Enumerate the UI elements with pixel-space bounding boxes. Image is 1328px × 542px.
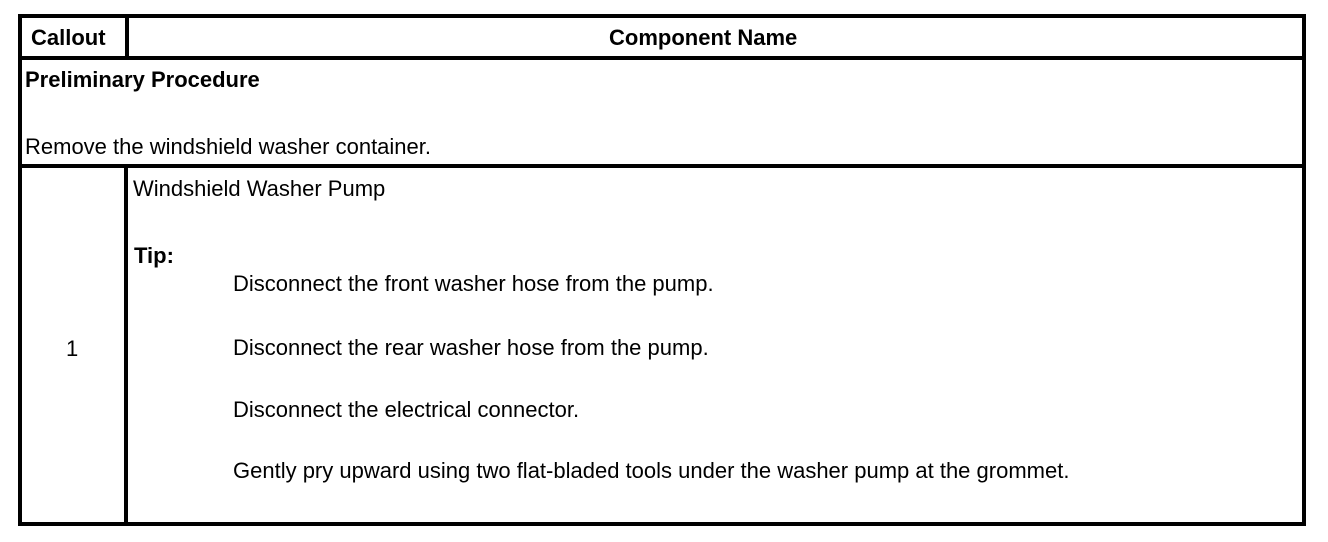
- tip-step: Gently pry upward using two flat-bladed tools under the washer pump at the grommet.: [233, 458, 1070, 483]
- tip-step: Disconnect the rear washer hose from the pump.: [233, 335, 709, 360]
- tip-label: Tip:: [134, 243, 174, 268]
- preliminary-divider: [18, 164, 1306, 168]
- header-divider: [18, 56, 1306, 60]
- component-name: Windshield Washer Pump: [133, 176, 386, 201]
- header-callout: Callout: [31, 25, 106, 50]
- tip-step: Disconnect the electrical connector.: [233, 397, 580, 422]
- header-column-divider: [125, 14, 129, 59]
- row-column-divider: [124, 164, 128, 526]
- header-component-name: Component Name: [609, 25, 798, 50]
- tip-step: Disconnect the front washer hose from the pump.: [233, 271, 714, 296]
- preliminary-instruction: Remove the windshield washer container.: [25, 134, 432, 159]
- preliminary-heading: Preliminary Procedure: [25, 67, 260, 92]
- callout-number: 1: [66, 336, 79, 361]
